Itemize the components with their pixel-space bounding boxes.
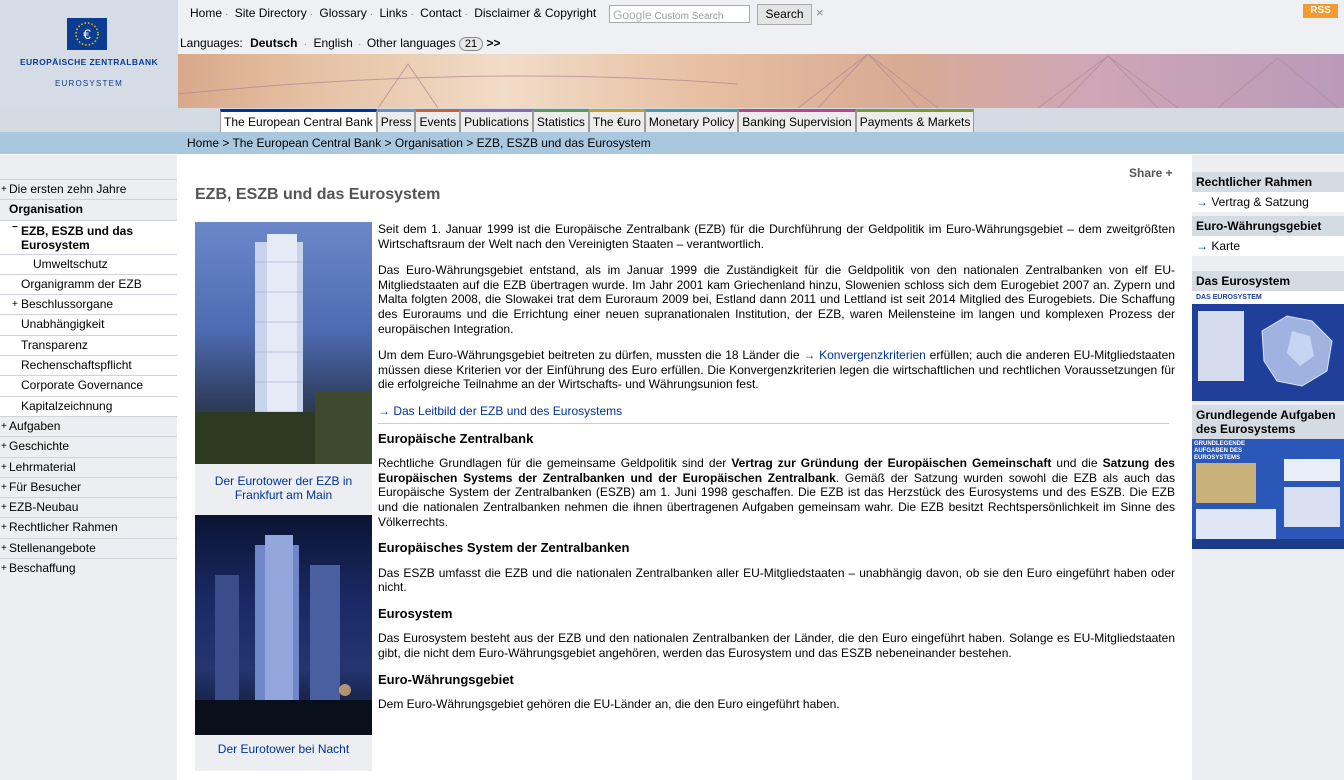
sidebar-item-label: Lehrmaterial: [9, 459, 76, 474]
sidebar-item-ezb-eszb[interactable]: [0, 220, 177, 254]
ecb-logo-emblem: [0, 0, 178, 108]
heading-eurosystem: Eurosystem: [378, 605, 453, 621]
paragraph-eurosystem: Das Eurosystem besteht aus der EZB und den nationalen Zentralbanken der Länder, die den Euro eingeführt haben. Solange es EU-Mitgliedstaaten gibt, die nicht dem Euro-Währungsgebiet angehören, werden das Eurosystem und das ESZB nebeneinander bestehen.: [378, 631, 1175, 661]
heading-ezb: Europäische Zentralbank: [378, 430, 534, 446]
language-bar: [180, 36, 501, 51]
sidebar-item-rechenschaftspflicht[interactable]: [0, 355, 177, 375]
tab-payments-markets[interactable]: Payments & Markets: [856, 109, 975, 133]
paragraph-text: . Gemäß der Satzung wurden sowohl die EZB als auch das Europäische System der Zentralbanken (ESZB) am 1. Juni 1998 geschaffen. Die EZB ist das Herzstück des Eurosystems und des ESZB. Die EZB und die nationalen Zentralbanken nehmen die ihnen übertragenen Aufgaben gemeinsam wahr. Die EZB besitzt Rechtspersönlichkeit im Sinne des Völkerrechts.: [378, 470, 1175, 529]
expand-icon: +: [1, 441, 7, 453]
sidebar-item-umweltschutz[interactable]: [0, 254, 177, 274]
sidebar-item-organigramm[interactable]: [0, 274, 177, 294]
sidebar-item-aufgaben[interactable]: [0, 416, 177, 436]
sidebar-item-label: Kapitalzeichnung: [21, 398, 113, 413]
aufgaben-brochure-thumb[interactable]: [1192, 439, 1344, 549]
search-button[interactable]: Search: [757, 4, 812, 25]
arrow-right-icon: →: [803, 348, 816, 363]
tab-publications[interactable]: Publications: [460, 109, 533, 133]
article-body: [378, 222, 1175, 724]
heading-euro-area: Euro-Währungsgebiet: [378, 671, 514, 687]
sidebar-item-lehrmaterial[interactable]: [0, 457, 177, 477]
expand-icon: +: [1, 502, 7, 514]
logo-line1: EUROPÄISCHE ZENTRALBANK: [19, 57, 159, 67]
eurotower-day-photo[interactable]: [195, 222, 372, 464]
expand-icon: +: [1, 420, 7, 432]
expand-icon: +: [1, 461, 7, 473]
link-label: Das Leitbild der EZB und des Eurosystems: [393, 403, 623, 418]
eurotower-day-illustration: [195, 222, 372, 464]
close-icon[interactable]: ×: [816, 5, 824, 20]
sidebar-item-label: Corporate Governance: [21, 378, 144, 393]
sidebar-item-label: Unabhängigkeit: [21, 317, 105, 332]
collapse-icon: −: [12, 221, 18, 233]
rss-button[interactable]: RSS: [1303, 4, 1338, 18]
share-button[interactable]: Share +: [1129, 166, 1173, 180]
link-label: Karte: [1211, 239, 1241, 253]
search-placeholder: Custom Search: [654, 11, 724, 22]
paragraph-text: und die: [1056, 456, 1098, 471]
sidebar-item-unabhaengigkeit[interactable]: [0, 314, 177, 334]
leitbild-row: [378, 404, 1175, 419]
right-sidebar: [1192, 155, 1344, 780]
lang-separator: ·: [303, 39, 308, 50]
sidebar-item-label: Transparenz: [21, 337, 88, 352]
ecb-logo[interactable]: [0, 0, 178, 108]
sidebar-item-label: Geschichte: [9, 439, 70, 454]
link-leitbild[interactable]: [378, 404, 622, 418]
expand-icon: +: [1, 522, 7, 534]
sidebar-item-organisation[interactable]: [0, 199, 177, 219]
tab-ecb[interactable]: The European Central Bank: [220, 109, 377, 133]
link-karte[interactable]: [1192, 236, 1344, 256]
expand-icon: +: [1, 563, 7, 575]
europe-map-illustration: [1192, 291, 1344, 401]
divider: [378, 423, 1169, 424]
link-label: Vertrag & Satzung: [1211, 195, 1309, 209]
link-konvergenzkriterien[interactable]: [803, 348, 926, 362]
tab-statistics[interactable]: Statistics: [533, 109, 589, 133]
link-label: Konvergenzkriterien: [819, 348, 926, 363]
lang-current: Deutsch: [250, 36, 298, 50]
other-languages-count[interactable]: 21: [459, 37, 483, 51]
google-brand: Google: [613, 8, 652, 22]
eurotower-night-photo[interactable]: [195, 515, 372, 735]
sidebar-item-zehn-jahre[interactable]: [0, 179, 177, 199]
sidebar-item-transparenz[interactable]: [0, 335, 177, 355]
caption-eurotower-night[interactable]: Der Eurotower bei Nacht: [195, 735, 372, 771]
right-heading-eurosystem: Das Eurosystem: [1192, 271, 1344, 291]
lang-separator: ·: [358, 39, 362, 50]
thumb-title: GRUNDLEGENDE AUFGABEN DES EUROSYSTEMS: [1194, 441, 1246, 461]
top-link-separator: ·: [309, 9, 314, 20]
bold-treaty: Vertrag zur Gründung der Europäischen Gemeinschaft: [731, 456, 1052, 471]
thumb-title: DAS EUROSYSTEM: [1192, 291, 1344, 304]
right-heading-legal: Rechtlicher Rahmen: [1192, 172, 1344, 192]
aufgaben-brochure-illustration: [1192, 439, 1344, 549]
sidebar-item-label: Stellenangebote: [9, 540, 96, 555]
right-heading-euro-area: Euro-Währungsgebiet: [1192, 216, 1344, 236]
eurotower-night-illustration: [195, 515, 372, 735]
heading-eszb: Europäisches System der Zentralbanken: [378, 540, 630, 556]
top-link-glossary[interactable]: Glossary: [319, 6, 367, 20]
paragraph-euro-area: Dem Euro-Währungsgebiet gehören die EU-Länder an, die den Euro eingeführt haben.: [378, 697, 840, 712]
top-link-links[interactable]: Links: [379, 6, 408, 20]
top-link-disclaimer[interactable]: Disclaimer & Copyright: [474, 6, 597, 20]
image-column: [195, 222, 372, 771]
sidebar-item-label: Beschaffung: [9, 561, 76, 576]
left-nav: [0, 179, 177, 578]
sidebar-item-besucher[interactable]: [0, 477, 177, 497]
bold-statute: Satzung des Europäischen Systems der Zentralbanken und der Europäischen Zentralbank: [378, 456, 1175, 485]
expand-icon: +: [12, 299, 18, 311]
sidebar-item-stellenangebote[interactable]: [0, 538, 177, 558]
sidebar-item-label: Organigramm der EZB: [21, 276, 142, 291]
svg-text:€: €: [83, 26, 91, 42]
top-links: [190, 6, 596, 20]
sidebar-item-rechtlicher-rahmen[interactable]: [0, 517, 177, 537]
paragraph-convergence: [378, 348, 1175, 392]
other-languages-link[interactable]: Other languages: [366, 36, 456, 50]
sidebar-item-label: Rechtlicher Rahmen: [9, 520, 118, 535]
paragraph-text: Rechtliche Grundlagen für die gemeinsame Geldpolitik sind der: [378, 456, 727, 471]
banner-image: [178, 54, 1344, 108]
sidebar-item-label: Die ersten zehn Jahre: [9, 182, 127, 196]
sidebar-item-corporate-governance[interactable]: [0, 375, 177, 395]
paragraph-intro: Seit dem 1. Januar 1999 ist die Europäische Zentralbank (EZB) für die Durchführung der Geldpolitik im Euro-Währungsgebiet – dem zweitgrößten Wirtschaftsraum der Welt nach den Vereinigten Staaten – verantwortlich.: [378, 222, 1175, 251]
sidebar-item-label: Organisation: [9, 202, 84, 217]
link-vertrag-satzung[interactable]: [1192, 192, 1344, 212]
logo-line2: EUROSYSTEM: [54, 79, 123, 88]
paragraph-history: Das Euro-Währungsgebiet entstand, als im Januar 1999 die Zuständigkeit für die Geldpolitik von den nationalen Zentralbanken von elf EU-Mitgliedstaaten auf die EZB übertragen wurde. Im Jahr 2001 kam Griechenland hinzu, Slowenien schloss sich dem Eurogebiet 2007 an. Zypern und Malta folgten 2008, die Slowakei trat dem Euroraum 2009 bei, Estland dann 2011 und Lettland ist seit 2014 Mitglied des Eurogebiets. Die Schaffung des Euroraums und die Errichtung einer neuen supranationalen Institution, der EZB, waren Meilensteine im langen und komplexen Prozess der europäischen Integration.: [378, 263, 1175, 336]
eurosystem-brochure-thumb[interactable]: [1192, 291, 1344, 401]
main-nav: [220, 109, 974, 133]
languages-label: Languages:: [180, 36, 243, 50]
expand-icon: +: [1, 184, 7, 195]
breadcrumb[interactable]: Home > The European Central Bank > Organisation > EZB, ESZB und das Eurosystem: [187, 136, 651, 150]
sidebar-item-beschaffung[interactable]: [0, 558, 177, 578]
paragraph-eszb: Das ESZB umfasst die EZB und die nationalen Zentralbanken aller EU-Mitgliedstaaten – unabhängig davon, ob sie den Euro eingeführt haben oder nicht.: [378, 565, 1175, 595]
lang-english[interactable]: English: [313, 36, 353, 50]
sidebar-item-label: Aufgaben: [9, 418, 61, 433]
sidebar-item-label: Rechenschaftspflicht: [21, 358, 132, 373]
tab-euro[interactable]: The €uro: [589, 109, 645, 133]
arrow-right-icon: →: [1196, 195, 1208, 209]
caption-eurotower-day[interactable]: Der Eurotower der EZB in Frankfurt am Main: [195, 464, 372, 515]
sidebar-item-geschichte[interactable]: [0, 436, 177, 456]
top-link-separator: ·: [369, 9, 374, 20]
arrow-right-icon: →: [1196, 239, 1208, 253]
sidebar-item-label: EZB-Neubau: [9, 500, 79, 515]
sidebar-item-label: Für Besucher: [9, 479, 82, 494]
sidebar-item-label: Umweltschutz: [33, 256, 108, 271]
bridge-illustration: [178, 54, 1344, 108]
sidebar-item-label: Beschlussorgane: [21, 297, 114, 312]
paragraph-text: Um dem Euro-Währungsgebiet beitreten zu dürfen, mussten die 18 Länder die: [378, 348, 800, 363]
sidebar-item-ezb-neubau[interactable]: [0, 497, 177, 517]
expand-icon: +: [1, 542, 7, 554]
paragraph-text: erfüllen; auch die anderen EU-Mitgliedstaaten müssen diese Kriterien vor der Einführung des Euro erfüllen. Die Konvergenzkriterien legen die wirtschaftlichen und rechtlichen Voraussetzungen für die erfolgreiche Teilnahme an der Wirtschafts- und Währungsunion fest.: [378, 348, 1175, 392]
top-link-separator: ·: [410, 9, 414, 20]
tab-monetary-policy[interactable]: Monetary Policy: [645, 109, 738, 133]
right-heading-aufgaben: Grundlegende Aufgaben des Eurosystems: [1192, 405, 1344, 439]
other-languages-arrow[interactable]: >>: [486, 36, 501, 50]
tab-banking-supervision[interactable]: Banking Supervision: [738, 109, 855, 133]
tab-events[interactable]: Events: [415, 109, 460, 133]
sidebar-item-kapitalzeichnung[interactable]: [0, 396, 177, 416]
paragraph-ezb: [378, 456, 1175, 529]
search-input[interactable]: [609, 5, 750, 23]
top-link-contact[interactable]: Contact: [420, 6, 462, 20]
top-link-separator: ·: [464, 9, 468, 20]
sidebar-item-beschlussorgane[interactable]: [0, 294, 177, 314]
arrow-right-icon: →: [378, 403, 390, 418]
top-link-home[interactable]: Home: [190, 6, 223, 20]
page-title: EZB, ESZB und das Eurosystem: [195, 186, 441, 203]
sidebar-item-label: EZB, ESZB und das Eurosystem: [21, 223, 134, 252]
top-link-site-directory[interactable]: Site Directory: [234, 6, 307, 20]
tab-press[interactable]: Press: [377, 109, 416, 133]
expand-icon: +: [1, 481, 7, 493]
top-link-separator: ·: [225, 9, 229, 20]
